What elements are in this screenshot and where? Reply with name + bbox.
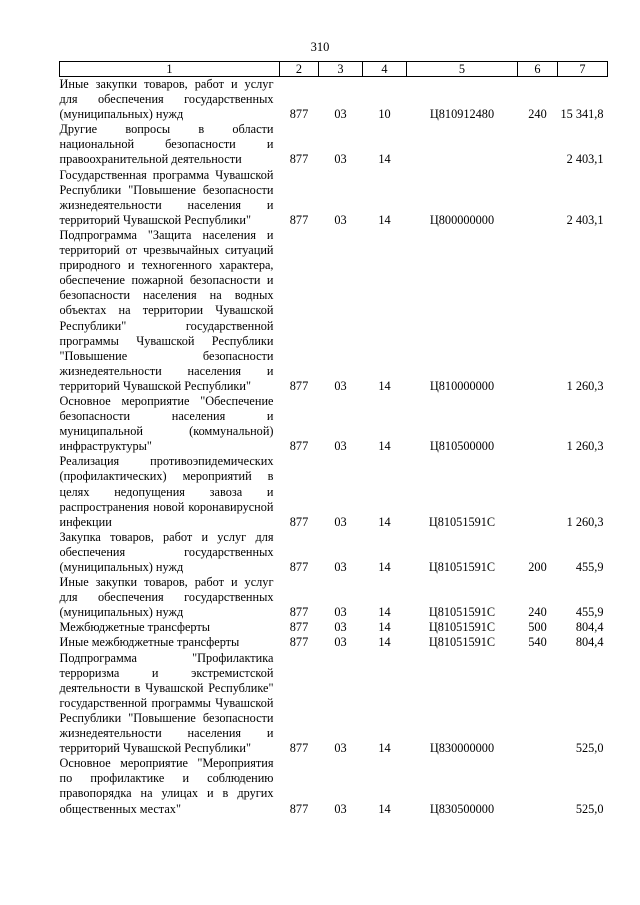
- section-code-cell: 03: [334, 605, 347, 620]
- amount-cell: 455,9: [575, 605, 604, 620]
- grbs-code-cell: 877: [289, 741, 309, 756]
- subsection-code-cell: 14: [378, 439, 391, 454]
- grbs-code-cell: 877: [289, 801, 309, 816]
- section-code-cell: 03: [334, 152, 347, 167]
- subsection-code-cell: 14: [378, 741, 391, 756]
- page-number: 310: [310, 40, 330, 54]
- subsection-code-cell: 14: [378, 152, 391, 167]
- table-row: [60, 122, 608, 167]
- target-article-cell: Ц81051591С: [428, 620, 496, 635]
- table-row: [60, 454, 608, 529]
- subsection-code-cell: 14: [378, 514, 391, 529]
- section-code-cell: 03: [334, 378, 347, 393]
- subsection-code-cell: 14: [378, 620, 391, 635]
- target-article-cell: Ц81051591С: [428, 560, 496, 574]
- grbs-code-cell: 877: [289, 560, 309, 574]
- amount-cell: 1 260,3: [566, 514, 604, 529]
- subsection-code-cell: 14: [378, 635, 391, 650]
- expense-type-cell: 540: [528, 635, 547, 650]
- target-article-cell: Ц830000000: [429, 741, 495, 756]
- row-name-cell: Государственная программа Чувашской Республики "Повышение безопасности жизнедеятельности населения и территорий Чувашской Республики": [59, 167, 274, 227]
- section-code-cell: 03: [334, 439, 347, 454]
- grbs-code-cell: 877: [289, 378, 309, 393]
- expense-type-cell: [518, 122, 558, 167]
- section-code-cell: 03: [334, 741, 347, 756]
- expense-type-cell: [518, 651, 558, 757]
- grbs-code-cell: 877: [289, 620, 309, 635]
- grbs-code-cell: 877: [289, 635, 309, 650]
- row-name-cell: Реализация противоэпидемических (профилактических) мероприятий в целях недопущения завоза и распространения новой коронавирусной инфекции: [59, 454, 274, 529]
- row-name-cell: Иные межбюджетные трансферты: [59, 635, 240, 650]
- amount-cell: 455,9: [575, 560, 604, 574]
- table-row: [60, 228, 608, 394]
- grbs-code-cell: 877: [289, 439, 309, 454]
- section-code-cell: 03: [334, 635, 347, 650]
- target-article-cell: Ц810500000: [429, 439, 495, 454]
- amount-cell: 1 260,3: [566, 378, 604, 393]
- table-row: [60, 530, 608, 575]
- subsection-code-cell: 14: [378, 212, 391, 227]
- section-code-cell: 03: [334, 620, 347, 635]
- expense-type-cell: 240: [528, 605, 547, 620]
- row-name-cell: Основное мероприятие "Мероприятия по профилактике и соблюдению правопорядка на улицах и в других общественных местах": [59, 756, 274, 816]
- grbs-code-cell: 877: [289, 107, 309, 122]
- section-code-cell: 03: [334, 560, 347, 574]
- row-name-cell: Закупка товаров, работ и услуг для обеспечения государственных (муниципальных) нужд: [59, 529, 274, 574]
- section-code-cell: 03: [334, 107, 347, 122]
- expense-type-cell: [518, 756, 558, 816]
- section-code-cell: 03: [334, 801, 347, 816]
- header-cell: 4: [363, 62, 407, 77]
- table-row: [60, 756, 608, 816]
- target-article-cell: [407, 122, 518, 167]
- row-name-cell: Другие вопросы в области национальной безопасности и правоохранительной деятельности: [59, 122, 274, 167]
- grbs-code-cell: 877: [289, 514, 309, 529]
- section-code-cell: 03: [334, 212, 347, 227]
- amount-cell: 804,4: [575, 635, 604, 650]
- subsection-code-cell: 14: [378, 801, 391, 816]
- table-row: [60, 620, 608, 635]
- row-name-cell: Подпрограмма "Защита населения и территорий от чрезвычайных ситуаций природного и техногенного характера, обеспечение пожарной безопасности и безопасности населения на водных объектах на территории Чувашской Республики" государственной программы Чувашской Республики "Повышение безопасности жизнедеятельности населения и территорий Чувашской Республики": [59, 227, 274, 393]
- table-row: [60, 77, 608, 123]
- header-cell: 5: [407, 62, 518, 77]
- row-name-cell: Межбюджетные трансферты: [59, 620, 211, 635]
- table-row: [60, 168, 608, 228]
- header-cell: 1: [60, 62, 280, 77]
- table-row: [60, 575, 608, 620]
- header-cell: 6: [518, 62, 558, 77]
- target-article-cell: Ц810912480: [429, 107, 495, 122]
- row-name-cell: Основное мероприятие "Обеспечение безопасности населения и муниципальной (коммунальной) инфраструктуры": [59, 393, 274, 454]
- expense-type-cell: [518, 454, 558, 529]
- subsection-code-cell: 14: [378, 605, 391, 620]
- table-row: [60, 635, 608, 650]
- amount-cell: 15 341,8: [560, 107, 604, 122]
- grbs-code-cell: 877: [289, 212, 309, 227]
- row-name-cell: Иные закупки товаров, работ и услуг для обеспечения государственных (муниципальных) нужд: [59, 575, 274, 620]
- amount-cell: 2 403,1: [566, 212, 604, 227]
- expense-type-cell: [518, 168, 558, 228]
- target-article-cell: Ц81051591С: [428, 514, 496, 529]
- header-row: [60, 62, 608, 77]
- target-article-cell: Ц81051591С: [428, 605, 496, 620]
- header-cell: 7: [558, 62, 608, 77]
- section-code-cell: 03: [334, 514, 347, 529]
- amount-cell: 1 260,3: [566, 439, 604, 454]
- row-name-cell: Подпрограмма "Профилактика терроризма и экстремистской деятельности в Чувашской Республике" государственной программы Чувашской Республики "Повышение безопасности жизнедеятельности населения и территорий Чувашской Республики": [59, 650, 274, 756]
- expense-type-cell: [518, 228, 558, 394]
- header-cell: 2: [280, 62, 319, 77]
- grbs-code-cell: 877: [289, 152, 309, 167]
- target-article-cell: Ц810000000: [429, 378, 495, 393]
- amount-cell: 2 403,1: [566, 152, 604, 167]
- table-row: [60, 394, 608, 454]
- amount-cell: 525,0: [575, 741, 604, 756]
- expense-type-cell: [518, 394, 558, 454]
- table-row: [60, 651, 608, 757]
- row-name-cell: Иные закупки товаров, работ и услуг для обеспечения государственных (муниципальных) нужд: [59, 77, 274, 122]
- target-article-cell: Ц800000000: [429, 212, 495, 227]
- target-article-cell: Ц81051591С: [428, 635, 496, 650]
- amount-cell: 525,0: [575, 801, 604, 816]
- target-article-cell: Ц830500000: [429, 801, 495, 816]
- expense-type-cell: 240: [528, 107, 547, 122]
- subsection-code-cell: 14: [378, 378, 391, 393]
- grbs-code-cell: 877: [289, 605, 309, 620]
- subsection-code-cell: 10: [378, 107, 391, 122]
- subsection-code-cell: 14: [378, 560, 391, 574]
- amount-cell: 804,4: [575, 620, 604, 635]
- expense-type-cell: 500: [528, 620, 547, 635]
- expense-type-cell: 200: [528, 560, 547, 574]
- header-cell: 3: [319, 62, 363, 77]
- budget-table: [59, 61, 608, 817]
